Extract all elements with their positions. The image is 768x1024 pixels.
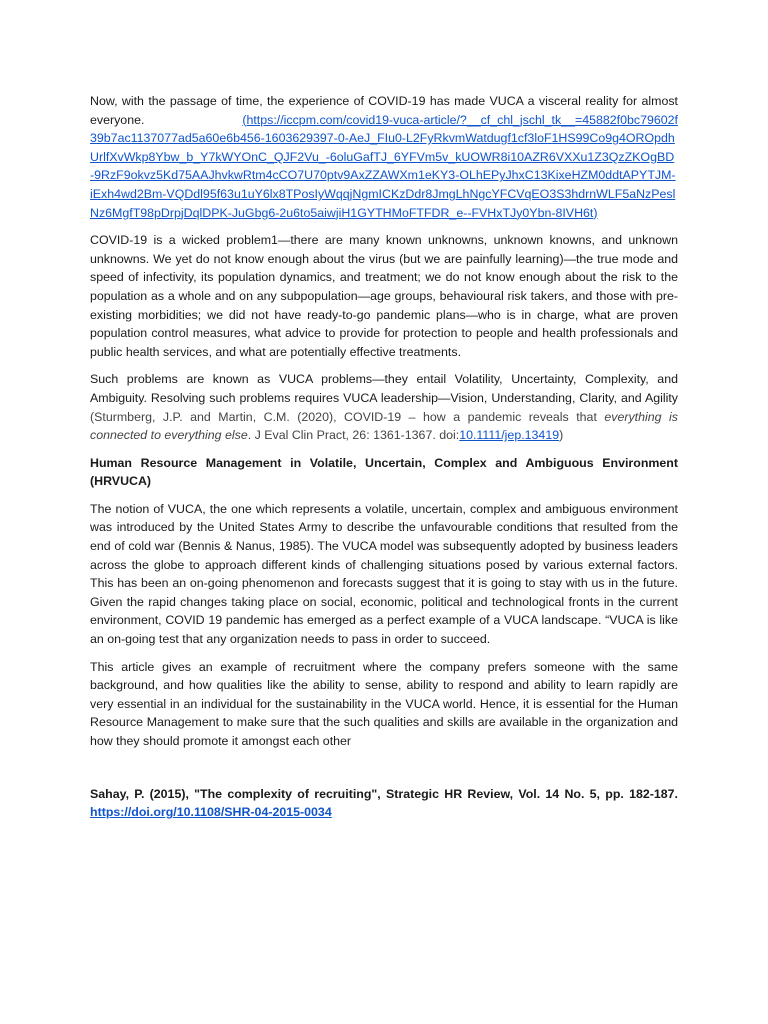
reference-doi-link[interactable]: https://doi.org/10.1108/SHR-04-2015-0034 [90, 805, 332, 820]
iccpm-article-link[interactable]: (https://iccpm.com/covid19-vuca-article/?__cf_chl_jschl_tk__=45882f0bc79602f39b7ac1137077ad5a60e6b456-1603629397-0-AeJ_FIu0-L2FyRkvmWatdugf1cf3loF1HS99Co9g4OROpdhUrlfXvWkp8Ybw_b_Y7kWYOnC_QJF2Vu_-6oluGafTJ_6YFVm5v_kUOWR8i10AZR6VXXu1Z3QzZKOgBD-9RzF9okvz5Kd75AAJhvkwRtm4cCO7U70ptv9AxZZAWXm1eKY3-OLhEPyJhxC13KixeHZM0ddtAPYTJM-iExh4wd2Bm-VQDdl95f63u1uY6lx8TPosIyWqqjNgmICKzDdr8JmgLhNgcYFCVqEO3S3hdrnWLF5aNzPeslNz6MgfT98pDrpjDqlDPK-JuGbg6-2u6to5aiwjiH1GYTHMoFTFDR_e--FVHxTJy0Ybn-8IVH6t) [90, 112, 678, 220]
citation-text: (Sturmberg, J.P. and Martin, C.M. (2020), COVID‐19 – how a pandemic reveals that [90, 409, 597, 424]
vuca-notion-paragraph: The notion of VUCA, the one which represents a volatile, uncertain, complex and ambiguous environment was introduced by the United States Army to describe the unfavourable conditions that resulted from the end of cold war (Bennis & Nanus, 1985). The VUCA model was subsequently adopted by business leaders across the globe to approach different kinds of challenging situations posed by various external factors. This has been an on-going phenomenon and forecasts suggest that it is going to stay with us in the future. Given the rapid changes taking place on social, economic, political and technological fronts in the current environment, COVID 19 pandemic has emerged as a perfect example of a VUCA landscape. “VUCA is like an on-going test that any organization needs to pass in order to succeed. [90, 501, 678, 647]
reference-entry [90, 785, 678, 822]
citation-italic-title: everything is connected to everything else [90, 409, 678, 443]
section-heading: Human Resource Management in Volatile, Uncertain, Complex and Ambiguous Environment (HRVUCA) [90, 455, 678, 489]
document-page [90, 92, 678, 822]
references [90, 785, 678, 822]
citation-close: ) [559, 428, 564, 443]
vuca-problems-text: Such problems are known as VUCA problems—they entail Volatility, Uncertainty, Complexity, and Ambiguity. Resolving such problems requires VUCA leadership—Vision, Understanding, Clarity, and Agility [90, 372, 678, 405]
intro-paragraph [90, 92, 678, 222]
doi-link[interactable]: 10.1111/jep.13419 [459, 428, 560, 443]
citation-journal: . J Eval Clin Pract, 26: 1361-1367. doi: [247, 428, 460, 443]
vuca-problems-paragraph [90, 370, 678, 444]
intro-text: Now, with the passage of time, the experience of COVID-19 has made VUCA a visceral reality for almost everyone. [90, 94, 678, 127]
wicked-problem-paragraph: COVID-19 is a wicked problem1—there are many known unknowns, unknown knowns, and unknown unknowns. We yet do not know enough about the virus (but we are painfully learning)—the true mode and speed of infectivity, its population dynamics, and treatment; we do not know enough about the risk to the population as a whole and on any subpopulation—age groups, behavioural risk takers, and those with pre-existing morbidities; we did not have ready-to-go pandemic plans—who is in charge, what are proven population control measures, what advice to provide for protection to people and health professionals and public health services, and what are potentially effective treatments. [90, 233, 678, 359]
article-summary-paragraph: This article gives an example of recruitment where the company prefers someone with the same background, and how qualities like the ability to sense, ability to respond and ability to learn rapidly are very essential in an individual for the sustainability in the VUCA world. Hence, it is essential for the Human Resource Management to make sure that the such qualities and skills are available in the organization and how they should promote it amongst each other [90, 659, 678, 748]
reference-text: Sahay, P. (2015), "The complexity of recruiting", Strategic HR Review, Vol. 14 No. 5, pp. 182-187. [90, 786, 678, 801]
